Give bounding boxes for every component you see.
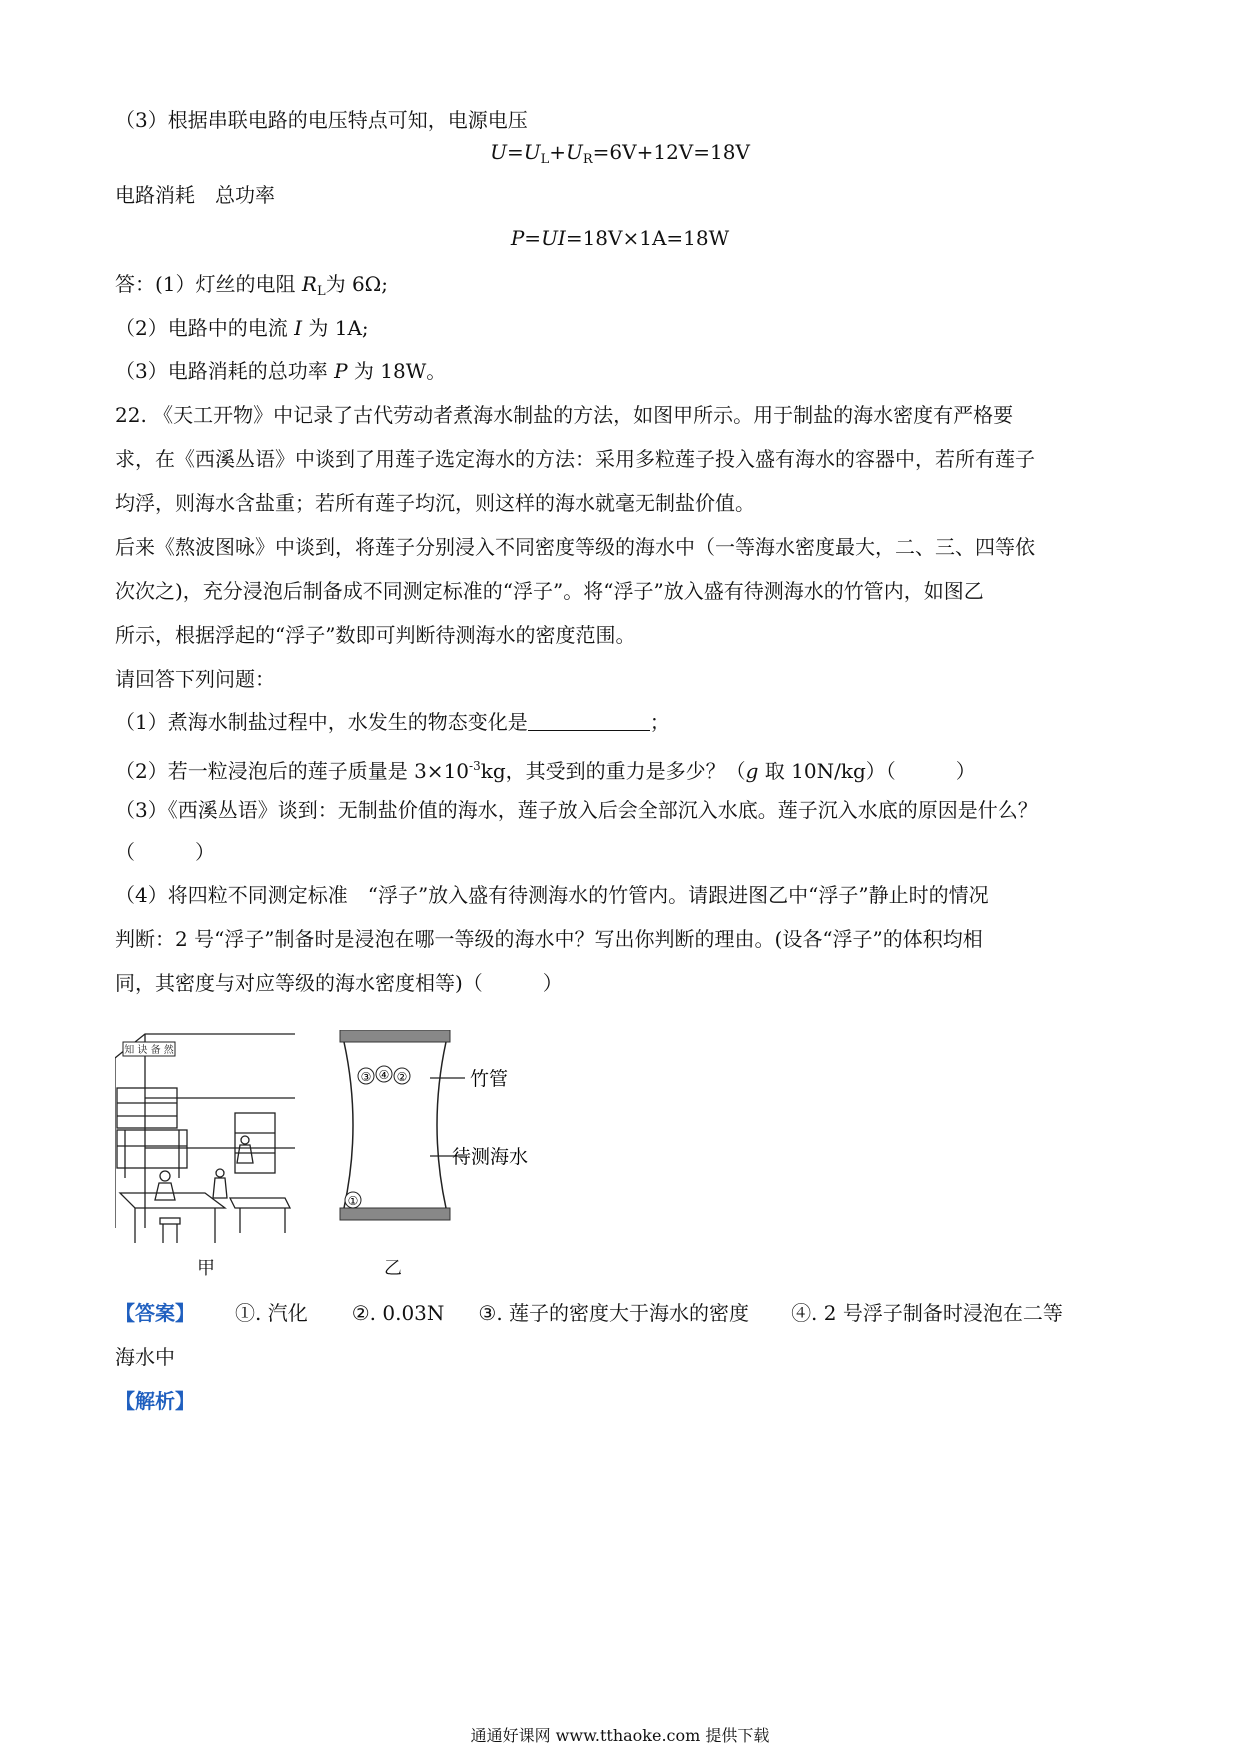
figure-yi-caption: 乙 <box>384 1258 402 1279</box>
answer-item-3: ③. 莲子的密度大于海水的密度 <box>478 1301 750 1325</box>
answer-blank[interactable] <box>528 710 650 731</box>
float-3-label: ③ <box>360 1070 372 1084</box>
label-water: 待测海水 <box>452 1146 529 1168</box>
subquestion-4-line-1: （4）将四粒不同测定标准 “浮子”放入盛有待测海水的竹管内。请跟进图乙中“浮子”静止时的情况 <box>115 883 989 907</box>
voltage-equation: $U=U_L+U_R=6V+12V=18V$ <box>490 140 750 167</box>
figure-jia-caption: 甲 <box>197 1258 215 1279</box>
answer-tag: 【答案】 <box>115 1301 195 1325</box>
power-intro: 电路消耗 总功率 <box>115 183 275 207</box>
question-22-line-5: 次次之)，充分浸泡后制备成不同测定标准的“浮子”。将“浮子”放入盛有待测海水的竹管内，如图乙 <box>115 579 984 603</box>
answer-line-3: （3）电路消耗的总功率 P 为 18W。 <box>115 359 447 383</box>
label-tube: 竹管 <box>470 1068 509 1090</box>
question-22-line-4: 后来《熬波图咏》中谈到，将莲子分别浸入不同密度等级的海水中（一等海水密度最大，二、三、四等依 <box>115 535 1035 559</box>
power-equation: P=UI=18V×1A=18W <box>510 226 730 250</box>
analysis-tag: 【解析】 <box>115 1389 195 1413</box>
subquestion-1: （1）煮海水制盐过程中，水发生的物态变化是 ； <box>115 710 670 734</box>
answer-line-2: （2）电路中的电流 I 为 1A; <box>115 316 369 340</box>
question-22-line-7: 请回答下列问题： <box>115 667 275 691</box>
part3-intro: （3）根据串联电路的电压特点可知，电源电压 <box>115 108 528 132</box>
subquestion-4-line-3: 同，其密度与对应等级的海水密度相等)（ ） <box>115 971 563 995</box>
answer-item-4: ④. 2 号浮子制备时浸泡在二等 <box>791 1301 1063 1325</box>
question-22-line-1: 22. 《天工开物》中记录了古代劳动者煮海水制盐的方法，如图甲所示。用于制盐的海水密度有严格要 <box>115 403 1014 427</box>
float-2-label: ② <box>396 1070 408 1084</box>
subquestion-4-line-2: 判断：2 号“浮子”制备时是浸泡在哪一等级的海水中？写出你判断的理由。(设各“浮子”的体积均相 <box>115 927 983 951</box>
subquestion-3-line-2: （ ） <box>115 840 215 864</box>
figure-yi-diagram <box>330 1030 560 1230</box>
footer-text: 通通好课网 www.tthaoke.com 提供下载 <box>470 1726 770 1745</box>
figure-jia-illustration <box>115 1028 295 1248</box>
question-22-line-6: 所示，根据浮起的“浮子”数即可判断待测海水的密度范围。 <box>115 623 636 647</box>
answer-continuation: 海水中 <box>115 1345 175 1369</box>
answer-row <box>115 1299 1063 1327</box>
subquestion-3-line-1: （3）《西溪丛语》谈到：无制盐价值的海水，莲子放入后会全部沉入水底。莲子沉入水底的原因是什么？ <box>115 798 1038 822</box>
answer-line-1: 答：(1）灯丝的电阻 $R_L$为 6Ω; <box>115 272 388 299</box>
answer-item-2: ②. 0.03N <box>351 1301 445 1325</box>
float-1-label: ① <box>347 1194 359 1208</box>
question-22-line-3: 均浮，则海水含盐重；若所有莲子均沉，则这样的海水就毫无制盐价值。 <box>115 491 755 515</box>
subquestion-2: （2）若一粒浸泡后的莲子质量是 $3\times 10^{-3}kg$，其受到的重力是多少？（g 取 10N/kg）（ ） <box>115 759 976 783</box>
answer-item-1: ①. 汽化 <box>235 1301 308 1325</box>
figure-jia-sign: 知 诀 备 然 <box>124 1045 174 1056</box>
float-4-label: ④ <box>378 1068 390 1082</box>
question-22-line-2: 求，在《西溪丛语》中谈到了用莲子选定海水的方法：采用多粒莲子投入盛有海水的容器中，若所有莲子 <box>115 447 1035 471</box>
